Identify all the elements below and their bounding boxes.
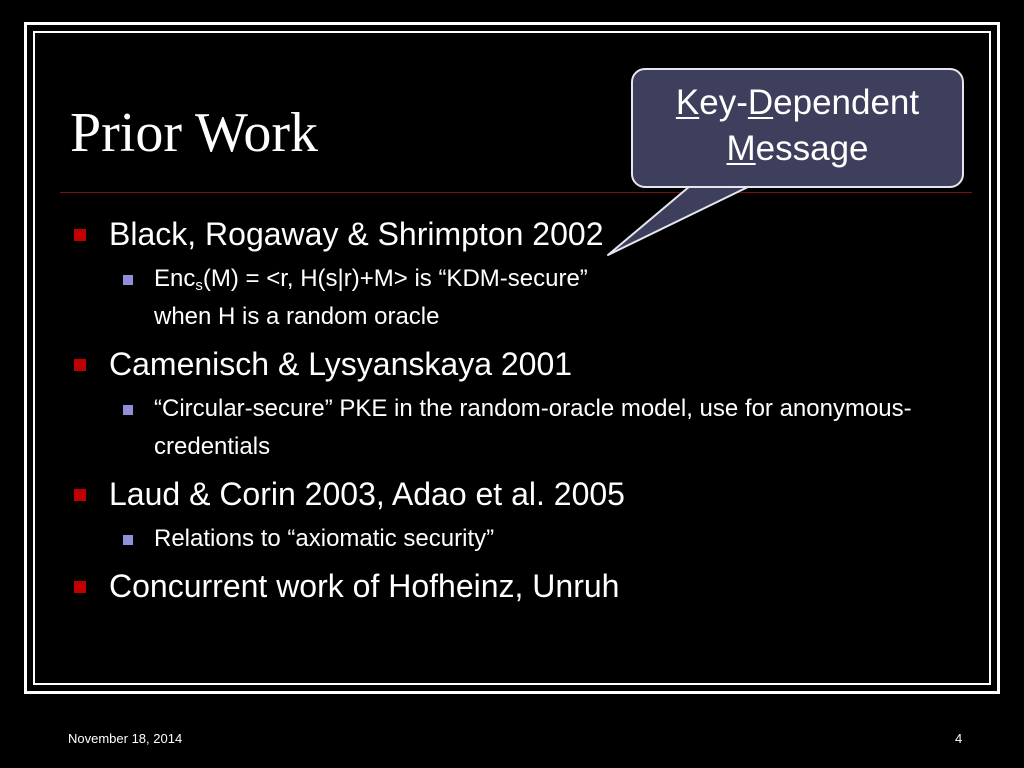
sub-bullet-text: “Circular-secure” PKE in the random-oracle model, use for anonymous-credentials	[154, 395, 912, 460]
bullet-text: Camenisch & Lysyanskaya 2001	[109, 346, 573, 382]
speech-bubble-callout	[631, 68, 964, 188]
sub-bullet-text: Relations to “axiomatic security”	[154, 525, 495, 552]
slide-title: Prior Work	[70, 102, 319, 164]
sub-bullet-text: Enc$_s$(M) = <r, H(s|r)+M> is “KDM-secure” when H is a random oracle	[154, 265, 588, 330]
callout-line-1: Key-Dependent	[675, 83, 920, 122]
footer-date: November 18, 2014	[68, 731, 183, 746]
callout-line-2: Message	[726, 129, 869, 168]
slide-number: 4	[955, 731, 963, 746]
bullet-text: Laud & Corin 2003, Adao et al. 2005	[109, 476, 625, 512]
bullet-text: Black, Rogaway & Shrimpton 2002	[109, 216, 604, 252]
bullet-text: Concurrent work of Hofheinz, Unruh	[109, 568, 620, 604]
